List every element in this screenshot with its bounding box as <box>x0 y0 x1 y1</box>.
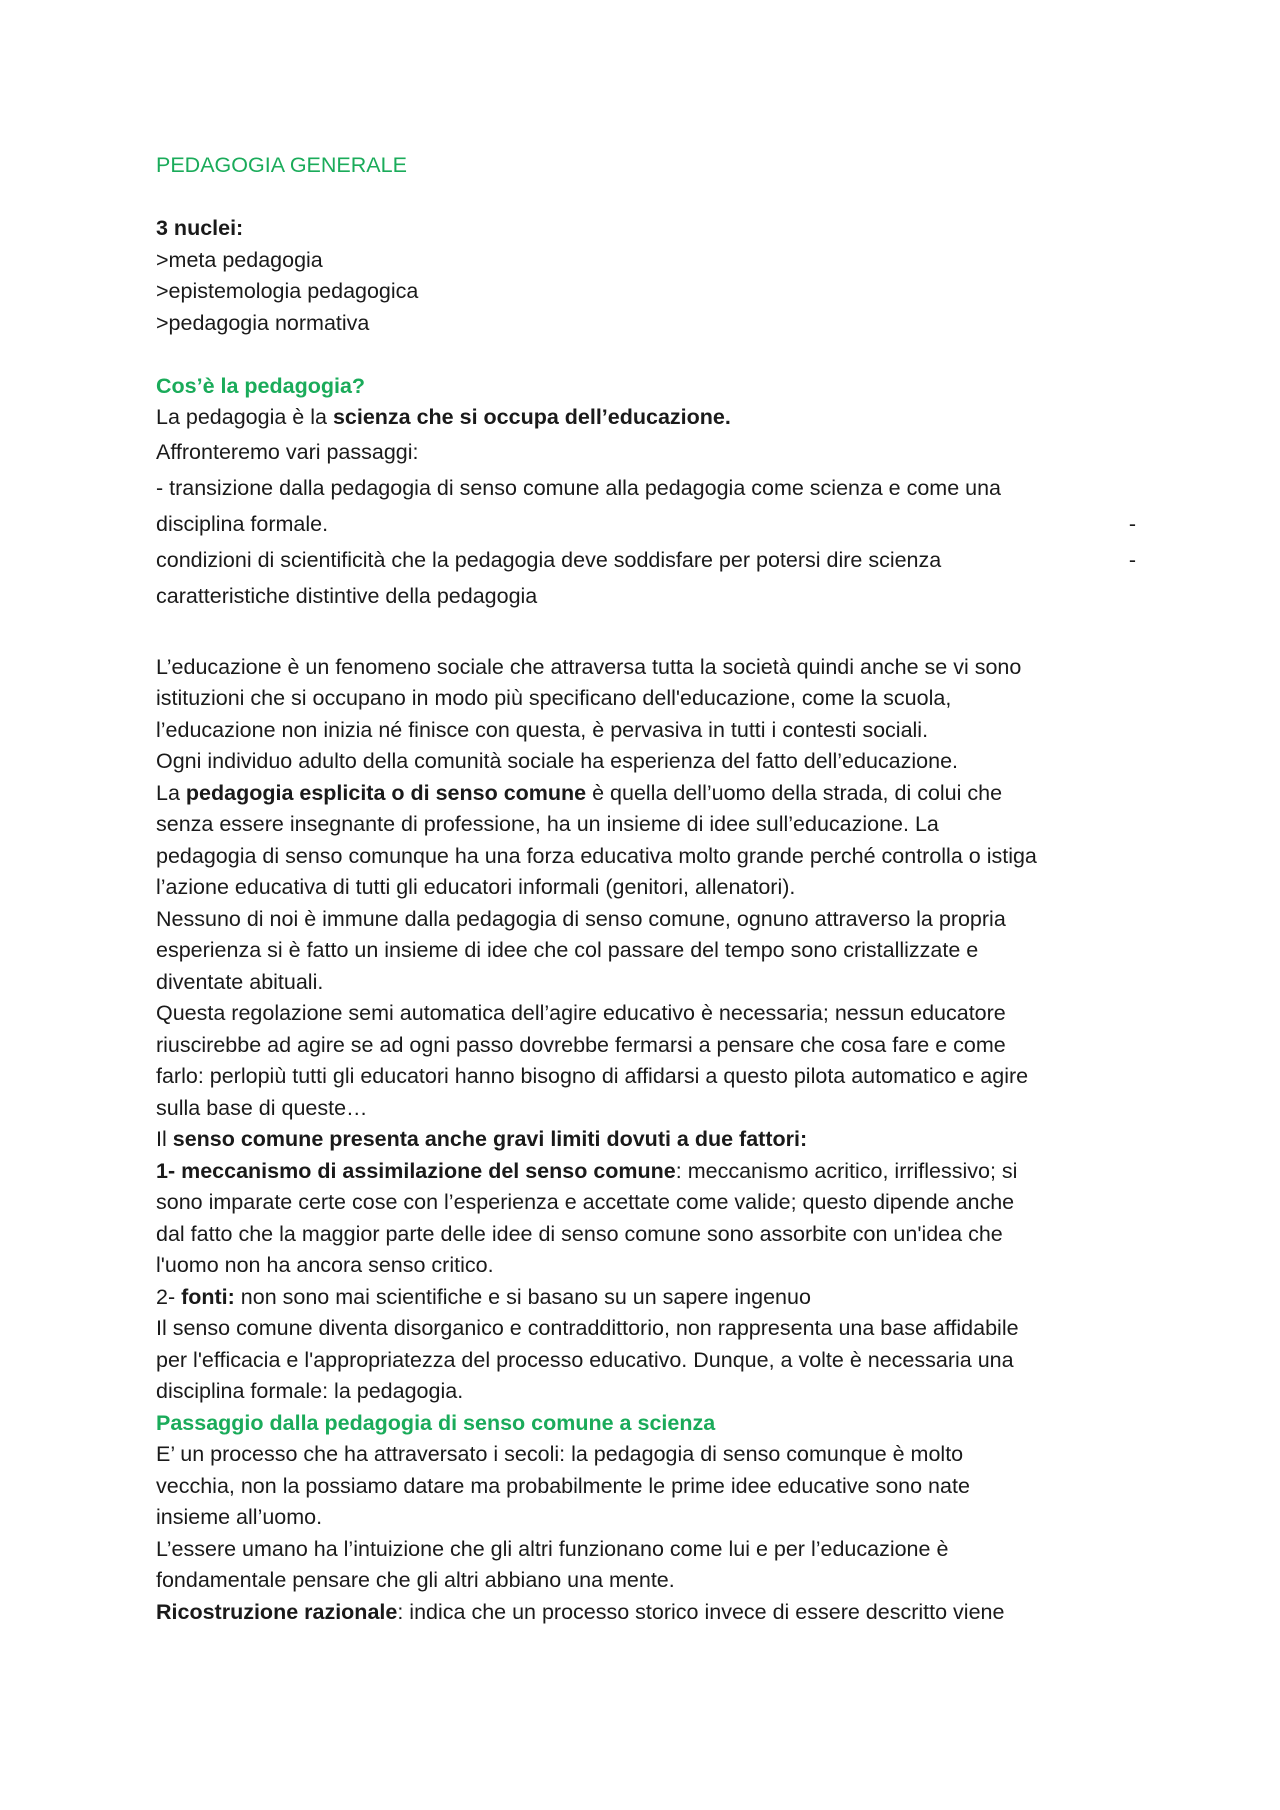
paragraph-line: L’essere umano ha l’intuizione che gli altri funzionano come lui e per l’educazione è <box>156 1536 949 1561</box>
section-heading-passaggio: Passaggio dalla pedagogia di senso comune a scienza <box>156 1410 716 1435</box>
paragraph-line: pedagogia di senso comunque ha una forza educativa molto grande perché controlla o istiga <box>156 843 1037 868</box>
paragraph-line: Nessuno di noi è immune dalla pedagogia di senso comune, ognuno attraverso la propria <box>156 906 1006 931</box>
paragraph-line: esperienza si è fatto un insieme di idee che col passare del tempo sono cristallizzate e <box>156 938 979 962</box>
fattore-1-line: 1- meccanismo di assimilazione del senso comune: meccanismo acritico, irriflessivo; si <box>156 1158 1018 1183</box>
ricostruzione-line: Ricostruzione razionale: indica che un processo storico invece di essere descritto viene <box>156 1599 1005 1624</box>
paragraph-line: L’educazione è un fenomeno sociale che attraversa tutta la società quindi anche se vi sono <box>156 654 1022 679</box>
paragraph-line: disciplina formale: la pedagogia. <box>156 1379 464 1403</box>
paragraph-line: Questa regolazione semi automatica dell’agire educativo è necessaria; nessun educatore <box>156 1001 1006 1025</box>
nuclei-item: >epistemologia pedagogica <box>156 279 419 303</box>
paragraph-line: l'uomo non ha ancora senso critico. <box>156 1253 494 1277</box>
paragraph-line: riuscirebbe ad agire se ad ogni passo dovrebbe fermarsi a pensare che cosa fare e come <box>156 1032 1006 1057</box>
paragraph-line: Ogni individuo adulto della comunità sociale ha esperienza del fatto dell’educazione. <box>156 749 958 773</box>
limiti-line: Il senso comune presenta anche gravi limiti dovuti a due fattori: <box>156 1127 808 1151</box>
paragraph-line: l’azione educativa di tutti gli educatori informali (genitori, allenatori). <box>156 875 796 899</box>
paragraph-line: E’ un processo che ha attraversato i secoli: la pedagogia di senso comunque è molto <box>156 1442 964 1466</box>
document-title: PEDAGOGIA GENERALE <box>156 153 407 177</box>
passaggi-line: disciplina formale. - <box>156 506 1136 542</box>
paragraph-line: diventate abituali. <box>156 969 324 994</box>
nuclei-item: >meta pedagogia <box>156 247 323 272</box>
definition-line: La pedagogia è la scienza che si occupa dell’educazione. <box>156 405 731 429</box>
paragraph-line: per l'efficacia e l'appropriatezza del processo educativo. Dunque, a volte è necessaria una <box>156 1347 1014 1372</box>
paragraph-line: Il senso comune diventa disorganico e contraddittorio, non rappresenta una base affidabile <box>156 1316 1019 1340</box>
bold-term: 1- meccanismo di assimilazione del senso comune <box>156 1158 676 1183</box>
paragraph-line: dal fatto che la maggior parte delle idee di senso comune sono assorbite con un'idea che <box>156 1221 1003 1246</box>
document-page <box>156 150 1136 1628</box>
paragraph-line: insieme all’uomo. <box>156 1505 323 1529</box>
paragraph-line: farlo: perlopiù tutti gli educatori hanno bisogno di affidarsi a questo pilota automatico e agire <box>156 1064 1029 1088</box>
bold-term: senso comune presenta anche gravi limiti dovuti a due fattori: <box>172 1127 808 1151</box>
bold-term: fonti: <box>181 1284 235 1309</box>
paragraph-line: fondamentale pensare che gli altri abbiano una mente. <box>156 1568 675 1592</box>
paragraph-line: sono imparate certe cose con l’esperienza e accettate come valide; questo dipende anche <box>156 1190 1015 1214</box>
bold-term: Ricostruzione razionale <box>156 1599 398 1624</box>
passaggi-line: caratteristiche distintive della pedagogia <box>156 583 538 608</box>
bold-term: pedagogia esplicita o di senso comune <box>185 780 587 805</box>
passaggi-intro: Affronteremo vari passaggi: <box>156 439 419 464</box>
list-dash: - <box>1128 547 1136 572</box>
paragraph-line: senza essere insegnante di professione, ha un insieme di idee sull’educazione. La <box>156 812 939 836</box>
paragraph-line: vecchia, non la possiamo datare ma probabilmente le prime idee educative sono nate <box>156 1473 970 1498</box>
list-dash: - <box>1128 511 1136 536</box>
definition-bold: scienza che si occupa dell’educazione. <box>332 405 731 429</box>
paragraph-line: l’educazione non inizia né finisce con questa, è pervasiva in tutti i contesti sociali. <box>156 717 929 742</box>
nuclei-heading: 3 nuclei: <box>156 216 244 240</box>
section-heading-cose-la-pedagogia: Cos’è la pedagogia? <box>156 373 366 398</box>
paragraph-line: istituzioni che si occupano in modo più specificano dell'educazione, come la scuola, <box>156 686 952 710</box>
paragraph-line: La pedagogia esplicita o di senso comune è quella dell’uomo della strada, di colui che <box>156 780 1003 805</box>
passaggi-line: - transizione dalla pedagogia di senso comune alla pedagogia come scienza e come una <box>156 475 1002 500</box>
paragraph-line: sulla base di queste… <box>156 1095 368 1120</box>
fattore-2-line: 2- fonti: non sono mai scientifiche e si basano su un sapere ingenuo <box>156 1284 811 1309</box>
nuclei-item: >pedagogia normativa <box>156 310 370 335</box>
passaggi-line: condizioni di scientificità che la pedagogia deve soddisfare per potersi dire scienza - <box>156 542 1136 578</box>
